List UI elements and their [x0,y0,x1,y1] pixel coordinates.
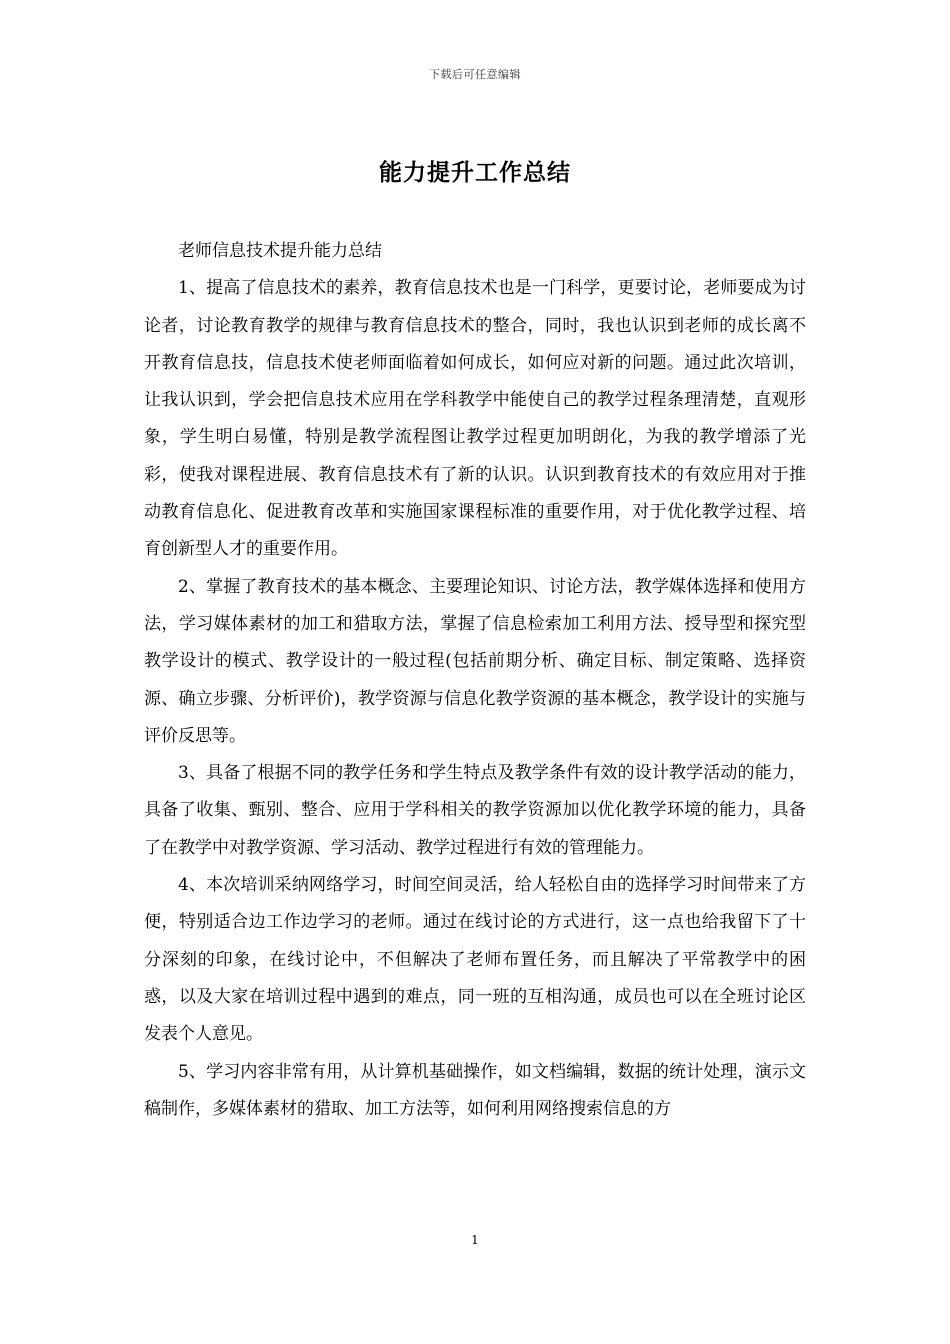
page-number: 1 [471,1233,479,1247]
paragraph-1: 1、提高了信息技术的素养，教育信息技术也是一门科学，更要讨论，老师要成为讨论者，讨论教育教学的规律与教育信息技术的整合，同时，我也认识到老师的成长离不开教育信息技，信息技术使老师面临着如何成长，如何应对新的问题。通过此次培训，让我认识到，学会把信息技术应用在学科教学中能使自己的教学过程条理清楚，直观形象，学生明白易懂，特别是教学流程图让教学过程更加明朗化，为我的教学增添了光彩，使我对课程进展、教育信息技术有了新的认识。认识到教育技术的有效应用对于推动教育信息化、促进教育改革和实施国家课程标准的重要作用，对于优化教学过程、培育创新型人才的重要作用。 [144,278,806,560]
header-note: 下载后可任意编辑 [429,68,521,81]
paragraph-4: 4、本次培训采纳网络学习，时间空间灵活，给人轻松自由的选择学习时间带来了方便，特别适合边工作边学习的老师。通过在线讨论的方式进行，这一点也给我留下了十分深刻的印象，在线讨论中，不但解决了老师布置任务，而且解决了平常教学中的困惑，以及大家在培训过程中遇到的难点，同一班的互相沟通，成员也可以在全班讨论区发表个人意见。 [144,875,806,1045]
paragraph-2: 2、掌握了教育技术的基本概念、主要理论知识、讨论方法，教学媒体选择和使用方法，学习媒体素材的加工和猎取方法，掌握了信息检索加工利用方法、授导型和探究型教学设计的模式、教学设计的一般过程(包括前期分析、确定目标、制定策略、选择资源、确立步骤、分析评价)，教学资源与信息化教学资源的基本概念，教学设计的实施与评价反思等。 [144,576,806,746]
paragraph-3: 3、具备了根据不同的教学任务和学生特点及教学条件有效的设计教学活动的能力，具备了收集、甄别、整合、应用于学科相关的教学资源加以优化教学环境的能力，具备了在教学中对教学资源、学习活动、教学过程进行有效的管理能力。 [144,763,806,858]
document-body [144,233,806,1128]
document-title: 能力提升工作总结 [379,159,571,186]
subtitle: 老师信息技术提升能力总结 [178,241,382,261]
paragraph-5: 5、学习内容非常有用，从计算机基础操作，如文档编辑，数据的统计处理，演示文稿制作，多媒体素材的猎取、加工方法等，如何利用网络搜索信息的方 [144,1061,806,1119]
